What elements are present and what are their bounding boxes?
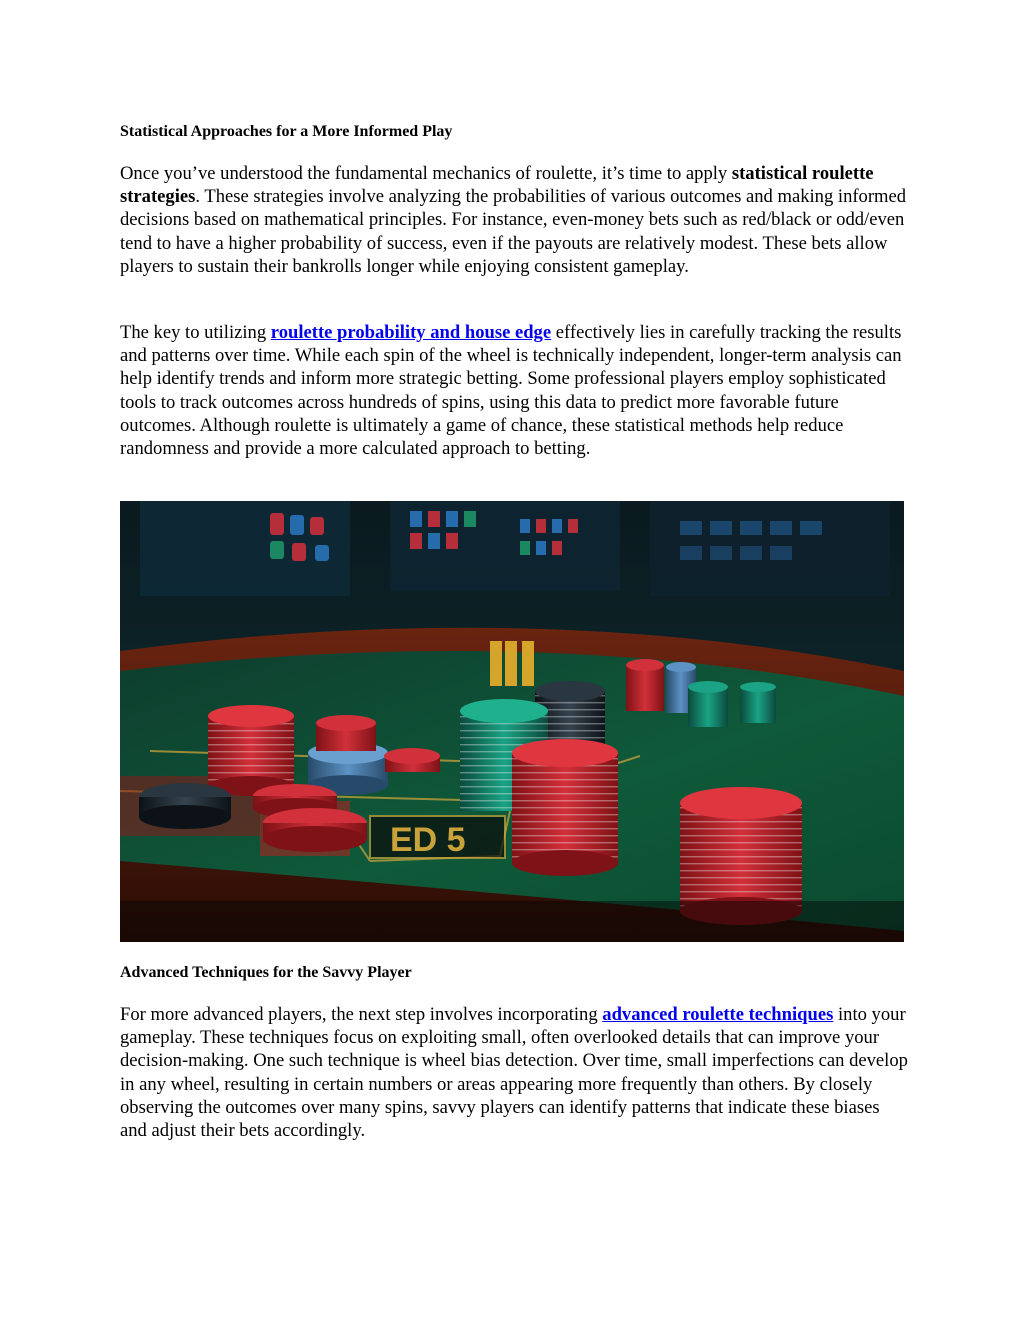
paragraph-text: Once you’ve understood the fundamental mechanics of roulette, it’s time to apply <box>120 163 732 184</box>
paragraph-text: effectively lies in carefully tracking the results and patterns over time. While each spin of the wheel is technically independent, longer-term analysis can help identify trends and inform more strategic betting. Some professional players employ sophisticated tools to track outcomes across hundreds of spins, using this data to predict more favorable future outcomes. Although roulette is ultimately a game of chance, these statistical methods help reduce randomness and provide a more calculated approach to betting. <box>120 322 902 460</box>
paragraph-statistical-intro <box>120 162 910 278</box>
paragraph-text: into your gameplay. These techniques focus on exploiting small, often overlooked details that can improve your decision-making. One such technique is wheel bias detection. Over time, small imperfections can develop in any wheel, resulting in certain numbers or areas appearing more frequently than others. By closely observing the outcomes over many spins, savvy players can identify patterns that indicate these biases and adjust their bets accordingly. <box>120 1004 908 1142</box>
section-heading-statistical: Statistical Approaches for a More Informed Play <box>120 123 453 140</box>
paragraph-text: . These strategies involve analyzing the probabilities of various outcomes and making informed decisions based on mathematical principles. For instance, even-money bets such as red/black or odd/even tend to have a higher probability of success, even if the payouts are relatively modest. These bets allow players to sustain their bankrolls longer while enjoying consistent gameplay. <box>120 186 907 277</box>
paragraph-probability <box>120 321 910 460</box>
roulette-table-image <box>120 501 904 942</box>
table-marking-text: ED 5 <box>390 821 466 859</box>
paragraph-text: For more advanced players, the next step involves incorporating <box>120 1004 603 1025</box>
link-roulette-probability[interactable]: roulette probability and house edge <box>270 322 552 343</box>
bold-term: statistical roulette strategies <box>120 163 874 208</box>
link-advanced-techniques[interactable]: advanced roulette techniques <box>602 1004 834 1025</box>
paragraph-text: The key to utilizing <box>120 322 271 343</box>
section-heading-advanced: Advanced Techniques for the Savvy Player <box>120 964 412 981</box>
paragraph-advanced <box>120 1003 910 1142</box>
